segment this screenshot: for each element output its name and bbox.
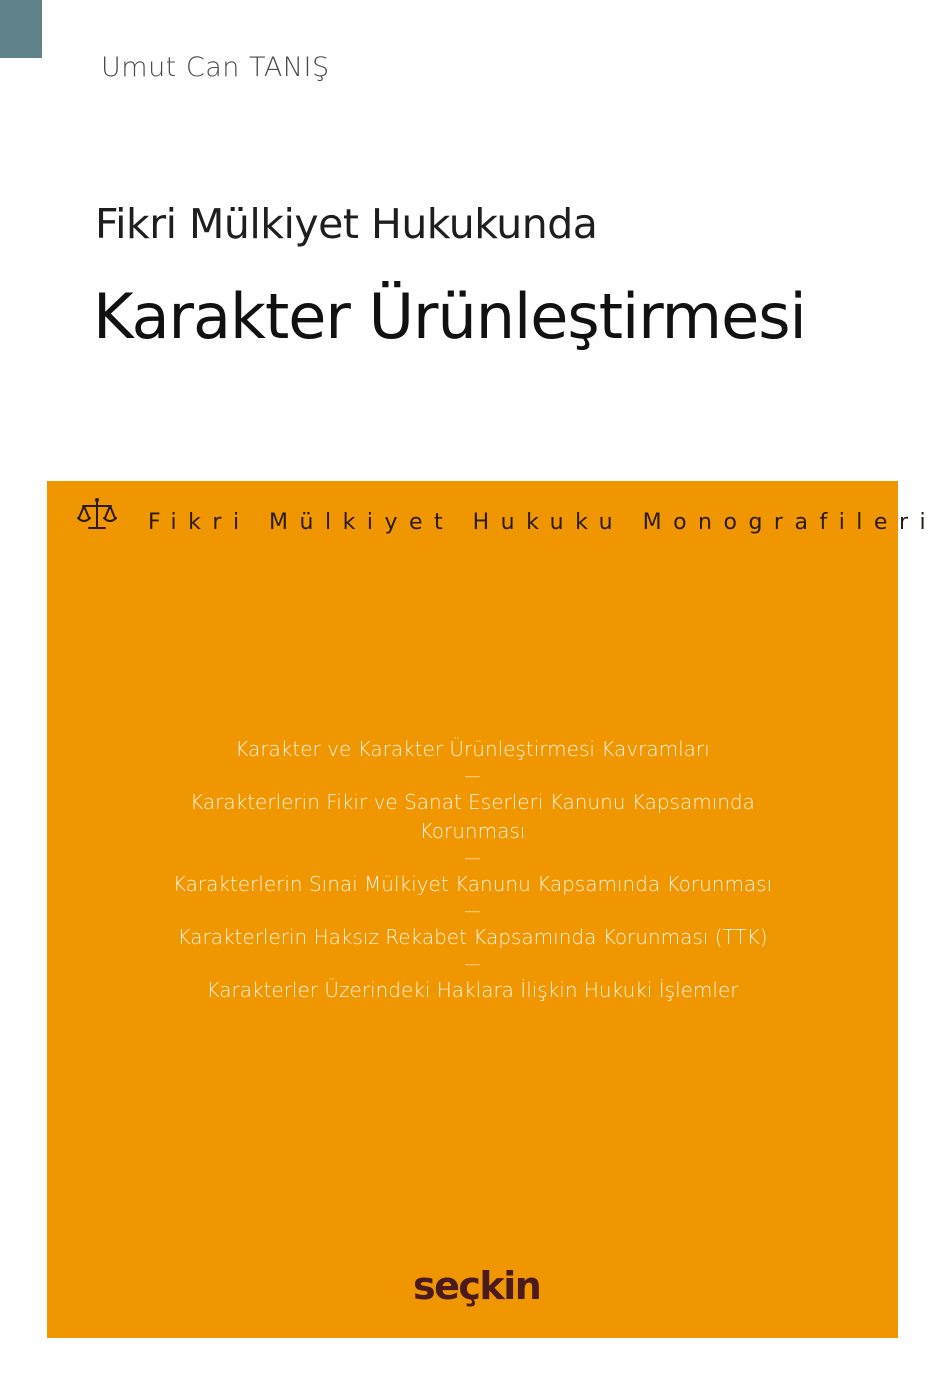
topic-item: Karakterlerin Fikir ve Sanat Eserleri Kanunu Kapsamında Korunması: [190, 790, 755, 843]
book-title: Karakter Ürünleştirmesi: [93, 280, 806, 353]
series-name: Fikri Mülkiyet Hukuku Monografileri: [148, 510, 938, 535]
topic-separator: —: [464, 954, 481, 973]
book-subtitle: Fikri Mülkiyet Hukukunda: [95, 200, 598, 248]
topic-item: Karakterler Üzerindeki Haklara İlişkin Hukuki İşlemler: [206, 978, 739, 1002]
publisher-logo: seçkin: [413, 1264, 541, 1308]
corner-tab: [0, 0, 42, 58]
topic-item: Karakterlerin Sınai Mülkiyet Kanunu Kapsamında Korunması: [172, 872, 773, 896]
cover-panel: [47, 481, 938, 1338]
author-name: Umut Can TANIŞ: [101, 52, 330, 83]
topic-separator: —: [464, 766, 481, 785]
topic-separator: —: [464, 848, 481, 867]
topic-item: Karakter ve Karakter Ürünleştirmesi Kavramları: [235, 737, 710, 761]
topic-item: Karakterlerin Haksız Rekabet Kapsamında Korunması (TTK): [177, 925, 768, 949]
scales-of-justice-icon: [77, 497, 117, 533]
topic-separator: —: [464, 901, 481, 920]
topic-list: [47, 735, 898, 1005]
